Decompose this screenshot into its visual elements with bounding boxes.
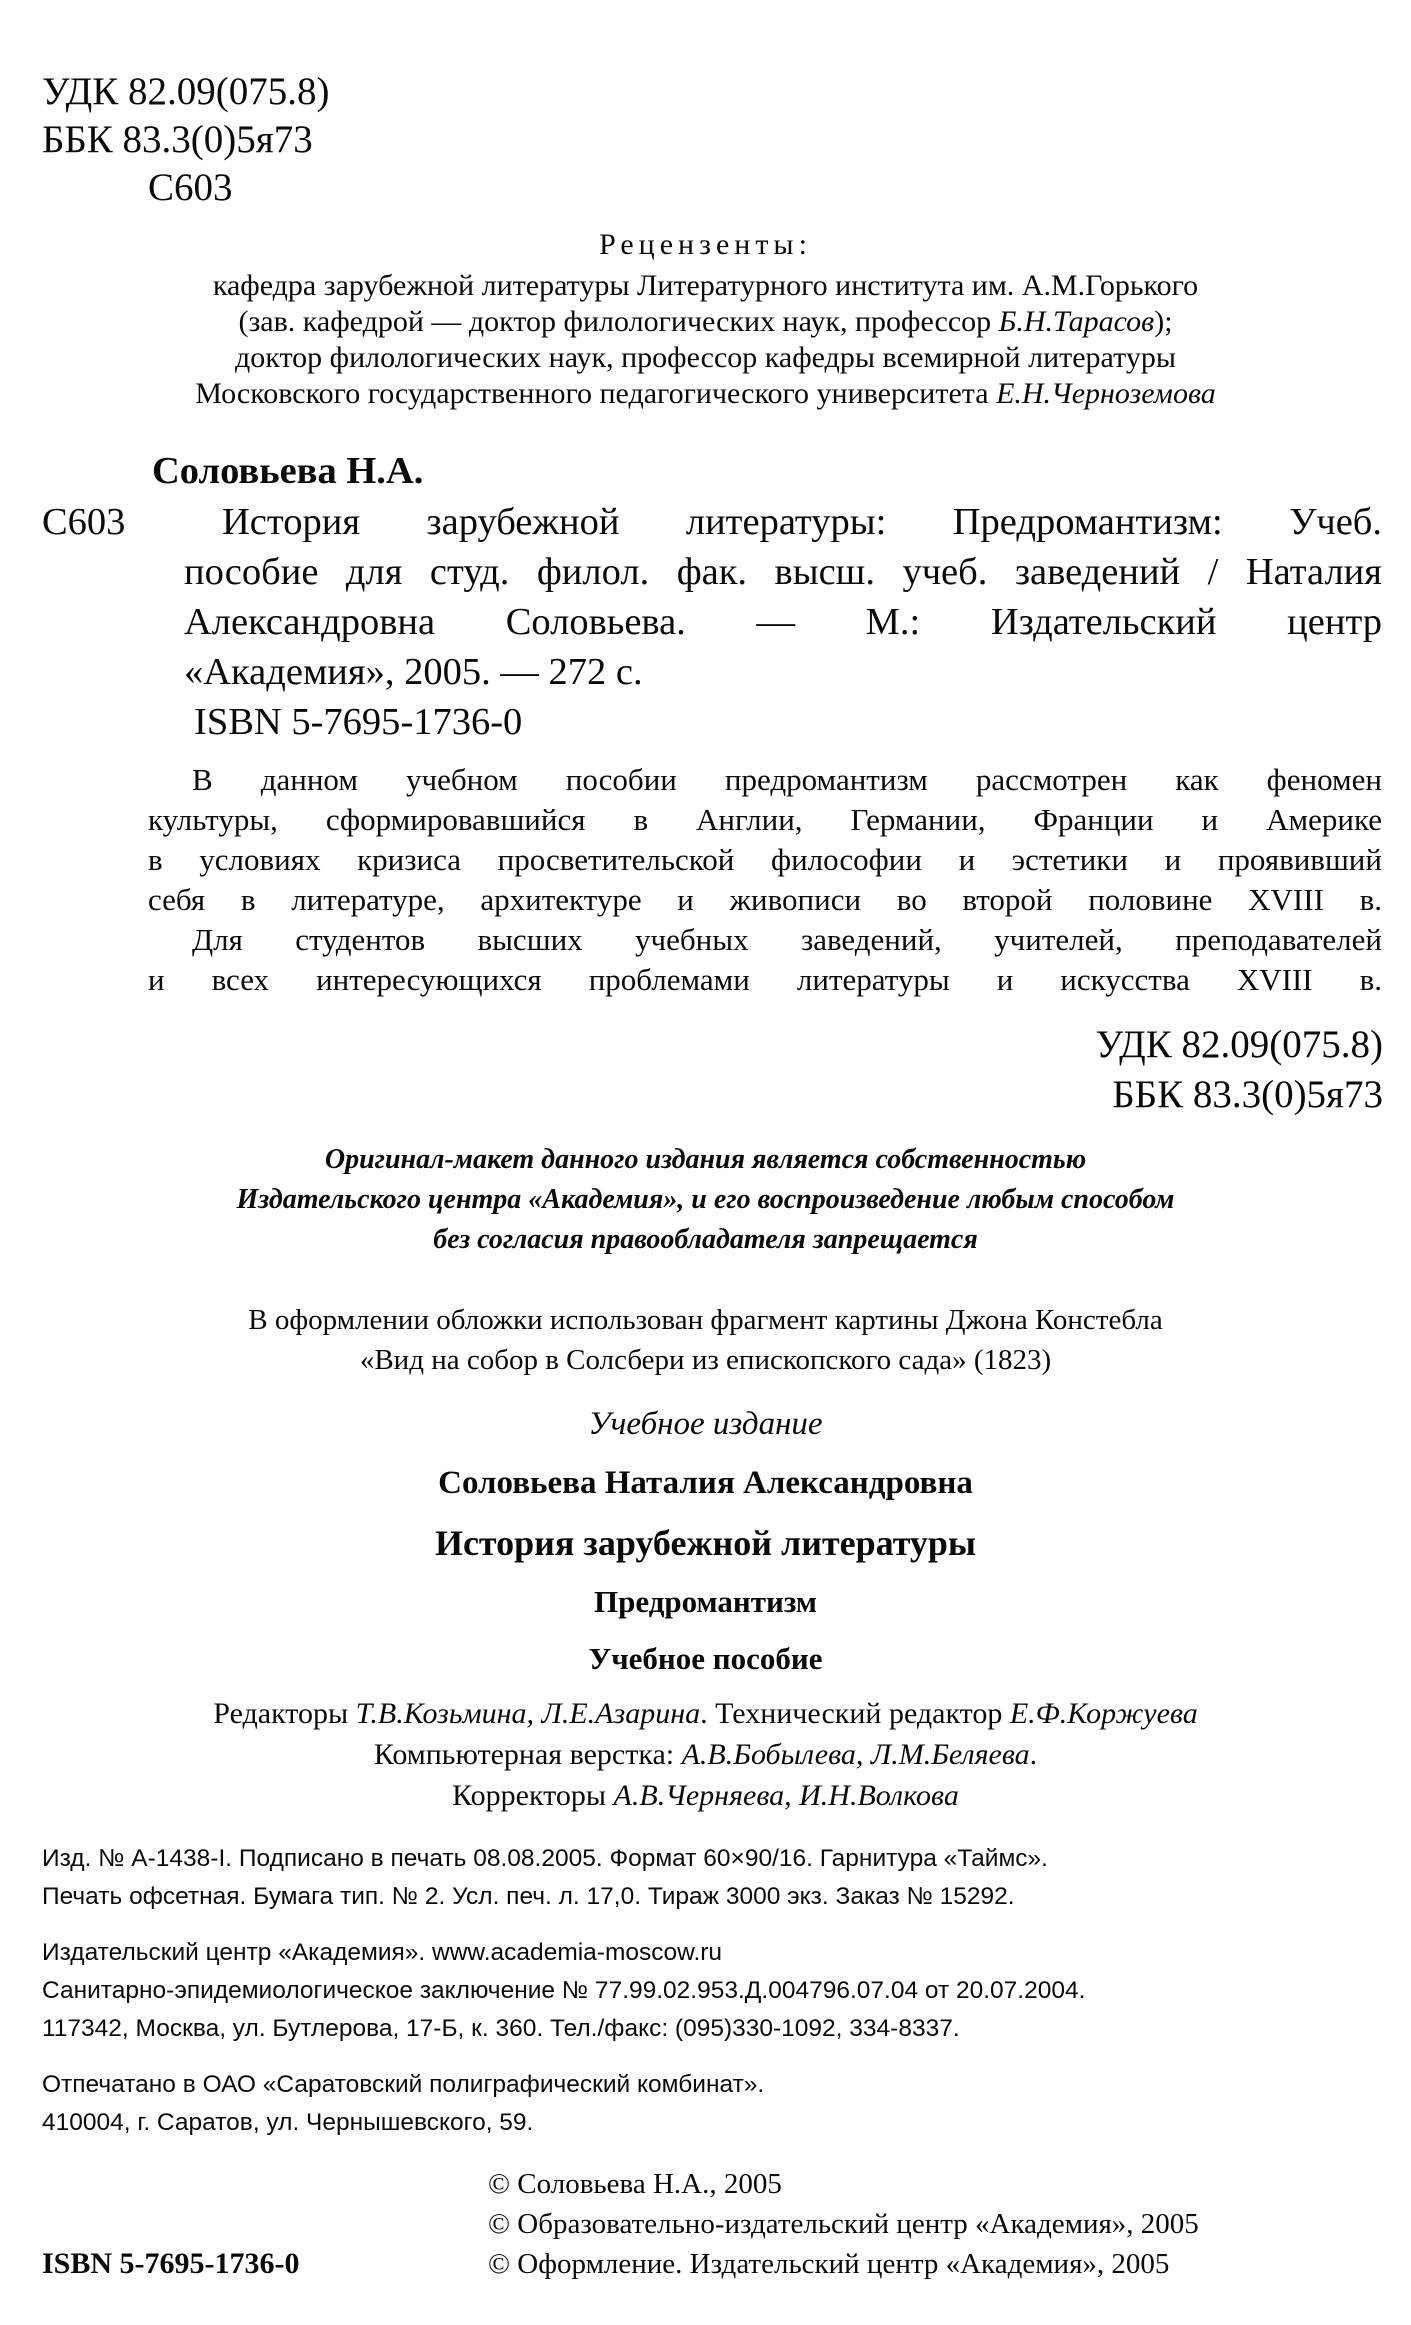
reviewer-line: Московского государственного педагогического университета Е.Н.Черноземова <box>195 377 1216 410</box>
reviewer-line: кафедра зарубежной литературы Литературного института им. А.М.Горького <box>212 269 1199 302</box>
imprint-line: Изд. № А-1438-I. Подписано в печать 08.08.2005. Формат 60×90/16. Гарнитура «Таймс». <box>42 1845 1048 1872</box>
record-line: Александровна Соловьева. — М.: Издательский центр <box>184 601 1382 643</box>
imprint-line: Печать офсетная. Бумага тип. № 2. Усл. печ. л. 17,0. Тираж 3000 экз. Заказ № 15292. <box>42 1883 1015 1910</box>
copyright-line: © Образовательно-издательский центр «Академия», 2005 <box>488 2208 1199 2240</box>
imprint-line: Издательский центр «Академия». www.academia-moscow.ru <box>42 1939 723 1966</box>
record-isbn: ISBN 5-7695-1736-0 <box>194 701 523 743</box>
record-line: «Академия», 2005. — 272 с. <box>184 651 643 693</box>
edition-title: История зарубежной литературы <box>434 1523 977 1563</box>
copyright-line: © Оформление. Издательский центр «Академия», 2005 <box>488 2248 1170 2280</box>
annotation-line: В данном учебном пособии предромантизм рассмотрен как феномен <box>192 762 1382 797</box>
footer-isbn: ISBN 5-7695-1736-0 <box>42 2247 300 2280</box>
imprint-line: 410004, г. Саратов, ул. Чернышевского, 59. <box>42 2109 534 2136</box>
proofreaders-names: А.В.Черняева, И.Н.Волкова <box>613 1779 959 1812</box>
notice-line: без согласия правообладателя запрещается <box>433 1224 978 1255</box>
reviewers-heading: Рецензенты: <box>599 228 812 261</box>
annotation-line: и всех интересующихся проблемами литературы и искусства XVIII в. <box>148 962 1382 997</box>
reviewer-line: доктор филологических наук, профессор кафедры всемирной литературы <box>235 341 1176 374</box>
edition-author: Соловьева Наталия Александровна <box>438 1465 973 1501</box>
bbk-code-right: ББК 83.3(0)5я73 <box>1112 1073 1383 1116</box>
record-line: История зарубежной литературы: Предромантизм: Учеб. <box>222 501 1382 543</box>
cover-note-line: В оформлении обложки использован фрагмент картины Джона Констебла <box>248 1304 1163 1336</box>
record-author: Соловьева Н.А. <box>152 450 424 492</box>
record-line: пособие для студ. филол. фак. высш. учеб. заведений / Наталия <box>184 551 1382 593</box>
bbk-code: ББК 83.3(0)5я73 <box>42 118 313 161</box>
record-mark: С603 <box>42 501 126 543</box>
author-mark: С603 <box>148 166 233 209</box>
reviewer-name: Б.Н.Тарасов <box>998 305 1155 338</box>
notice-line: Издательского центра «Академия», и его воспроизведение любым способом <box>236 1184 1175 1215</box>
annotation-line: Для студентов высших учебных заведений, учителей, преподавателей <box>192 922 1382 957</box>
staff-editors: Редакторы Т.В.Козьмина, Л.Е.Азарина. Технический редактор Е.Ф.Коржуева <box>213 1697 1198 1730</box>
staff-proofreaders: Корректоры А.В.Черняева, И.Н.Волкова <box>452 1779 959 1812</box>
annotation-line: культуры, сформировавшийся в Англии, Германии, Франции и Америке <box>148 802 1382 837</box>
tech-editor-name: Е.Ф.Коржуева <box>1009 1697 1198 1730</box>
editors-names: Т.В.Козьмина, Л.Е.Азарина <box>355 1697 701 1730</box>
edition-type: Учебное издание <box>588 1406 823 1442</box>
imprint-line: Санитарно-эпидемиологическое заключение № 77.99.02.953.Д.004796.07.04 от 20.07.2004. <box>42 1977 1086 2004</box>
imprint-line: Отпечатано в ОАО «Саратовский полиграфический комбинат». <box>42 2071 765 2098</box>
udk-code: УДК 82.09(075.8) <box>42 70 330 113</box>
imprint-line: 117342, Москва, ул. Бутлерова, 17-Б, к. 360. Тел./факс: (095)330-1092, 334-8337. <box>42 2015 960 2042</box>
cover-note-line: «Вид на собор в Солсбери из епископского сада» (1823) <box>359 1344 1052 1376</box>
notice-line: Оригинал-макет данного издания является собственностью <box>324 1144 1087 1175</box>
reviewer-name: Е.Н.Черноземова <box>996 377 1216 410</box>
annotation-line: в условиях кризиса просветительской философии и эстетики и проявивший <box>148 842 1382 877</box>
edition-kind: Учебное пособие <box>588 1641 823 1676</box>
edition-subtitle: Предромантизм <box>593 1584 818 1619</box>
udk-code-right: УДК 82.09(075.8) <box>1095 1023 1383 1066</box>
layout-names: А.В.Бобылева, Л.М.Беляева <box>681 1738 1030 1771</box>
staff-layout: Компьютерная верстка: А.В.Бобылева, Л.М.Беляева. <box>373 1738 1038 1771</box>
annotation-line: себя в литературе, архитектуре и живописи во второй половине XVIII в. <box>148 882 1382 917</box>
reviewer-line: (зав. кафедрой — доктор филологических наук, профессор Б.Н.Тарасов); <box>238 305 1173 338</box>
copyright-line: © Соловьева Н.А., 2005 <box>488 2168 782 2200</box>
